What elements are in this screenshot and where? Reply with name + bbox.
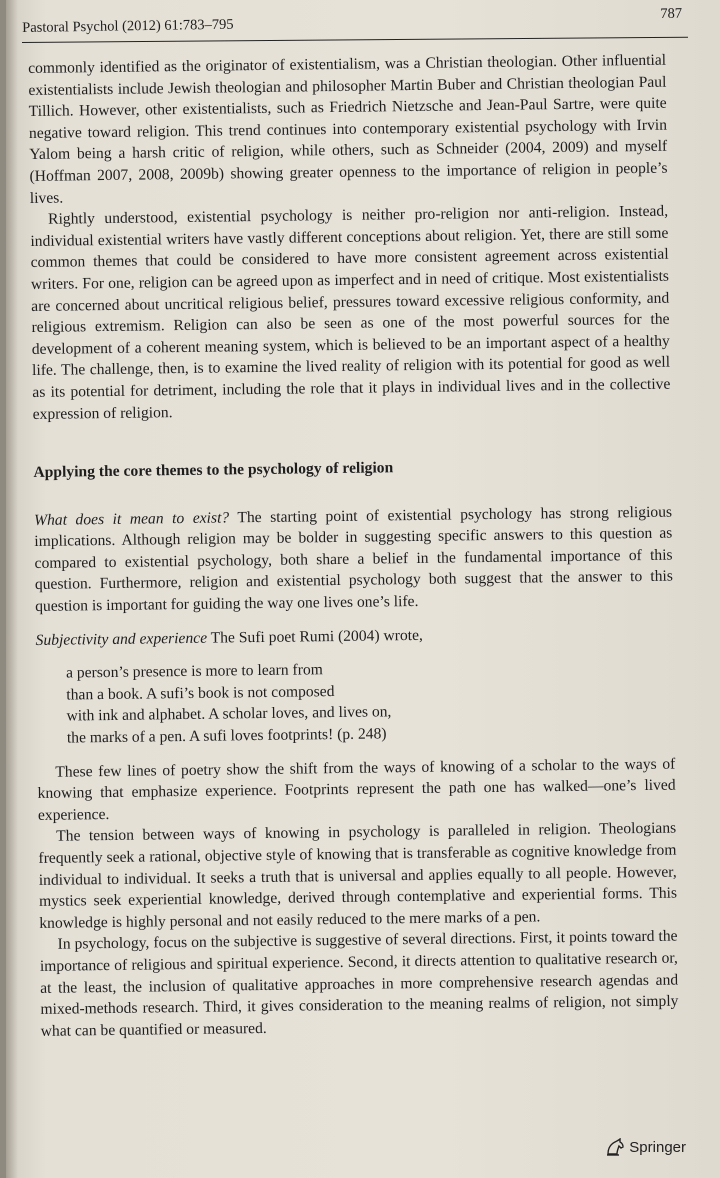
publisher-name: Springer [629,1138,686,1156]
book-page [6,0,720,1178]
journal-citation: Pastoral Psychol (2012) 61:783–795 [22,16,234,36]
quote-line: than a book. A sufi’s book is not composed [66,682,335,704]
paragraph-3: These few lines of poetry show the shift from the ways of knowing of a scholar to the ways of knowing that emphasize experience. Footprints represent the path one has walked—one’s lived experience. [37,755,676,824]
subsection-subjectivity-text: The Sufi poet Rumi (2004) wrote, [206,626,423,647]
subsection-subjectivity-heading: Subjectivity and experience [35,629,208,649]
quote-line: the marks of a pen. A sufi loves footprints! (p. 248) [66,725,387,747]
subsection-exist-heading: What does it mean to exist? [33,509,230,529]
paragraph-1: commonly identified as the originator of existentialism, was a Christian theologian. Other influential existentialists include Jewish theologian and philosopher Martin Buber and Christian theologian Paul Tillich. However, other existentialists, such as Friedrich Nietzsche and Jean-Paul Sartre, were quite negative toward religion. This trend continues into contemporary existential psychology with Irvin Yalom being a harsh critic of religion, while others, such as Schneider (2004, 2009) and myself (Hoffman 2007, 2008, 2009b) showing greater openness to the importance of religion in people’s lives. [28,51,668,207]
subsection-exist [34,501,673,617]
paragraph-2: Rightly understood, existential psychology is neither pro-religion nor anti-religion. Instead, individual existential writers have vastly different conceptions about religion. Yet, there are still some common themes that could be considered to have more consistent agreement across existential writers. For one, religion can be agreed upon as imperfect and in need of critique. Most existentialists are concerned about uncritical religious belief, pressures toward excessive religious conformity, and religious extremism. Religion can also be seen as one of the most powerful sources for the development of a coherent meaning system, which is believed to be an important aspect of a healthy life. The challenge, then, is to examine the lived reality of religion with its potential for good as well as its potential for detriment, including the role that it plays in individual lives and in the collective expression of religion. [30,202,671,423]
paragraph-5: In psychology, focus on the subjective is suggestive of several directions. First, it points toward the importance of religious and spiritual experience. Second, it directs attention to qualitative research or, at the least, the inclusion of qualitative approaches in more comprehensive research agendas and mixed-methods research. Third, it gives consideration to the meaning realms of religion, not simply what can be quantified or measured. [39,927,679,1040]
publisher-logo [605,1138,686,1156]
body-text [28,50,679,1043]
quote-line: with ink and alphabet. A scholar loves, and lives on, [66,703,392,725]
page-number: 787 [660,5,683,22]
quote-line: a person’s presence is more to learn from [65,661,323,682]
subsection-exist-text: The starting point of existential psychology has strong religious implications. Although religion may be bolder in suggesting specific answers to this question as compared to existential psychology, both share a belief in the fundamental importance of this question. Furthermore, religion and existential psychology both suggest that the answer to this question is important for guiding the way one lives one’s life. [34,503,673,616]
springer-horse-icon [605,1138,625,1156]
section-heading: Applying the core themes to the psychology of religion [33,459,394,482]
rumi-quote [66,655,675,749]
paragraph-4: The tension between ways of knowing in psychology is paralleled in religion. Theologians frequently seek a rational, objective style of knowing that is transferable as cognitive knowledge from individual to individual. It seeks a truth that is universal and applies equally to all people. However, mystics seek experiential knowledge, derived through contemplative and experiential forms. This knowledge is highly personal and not easily reduced to the mere marks of a pen. [38,819,678,932]
running-head [22,6,682,42]
